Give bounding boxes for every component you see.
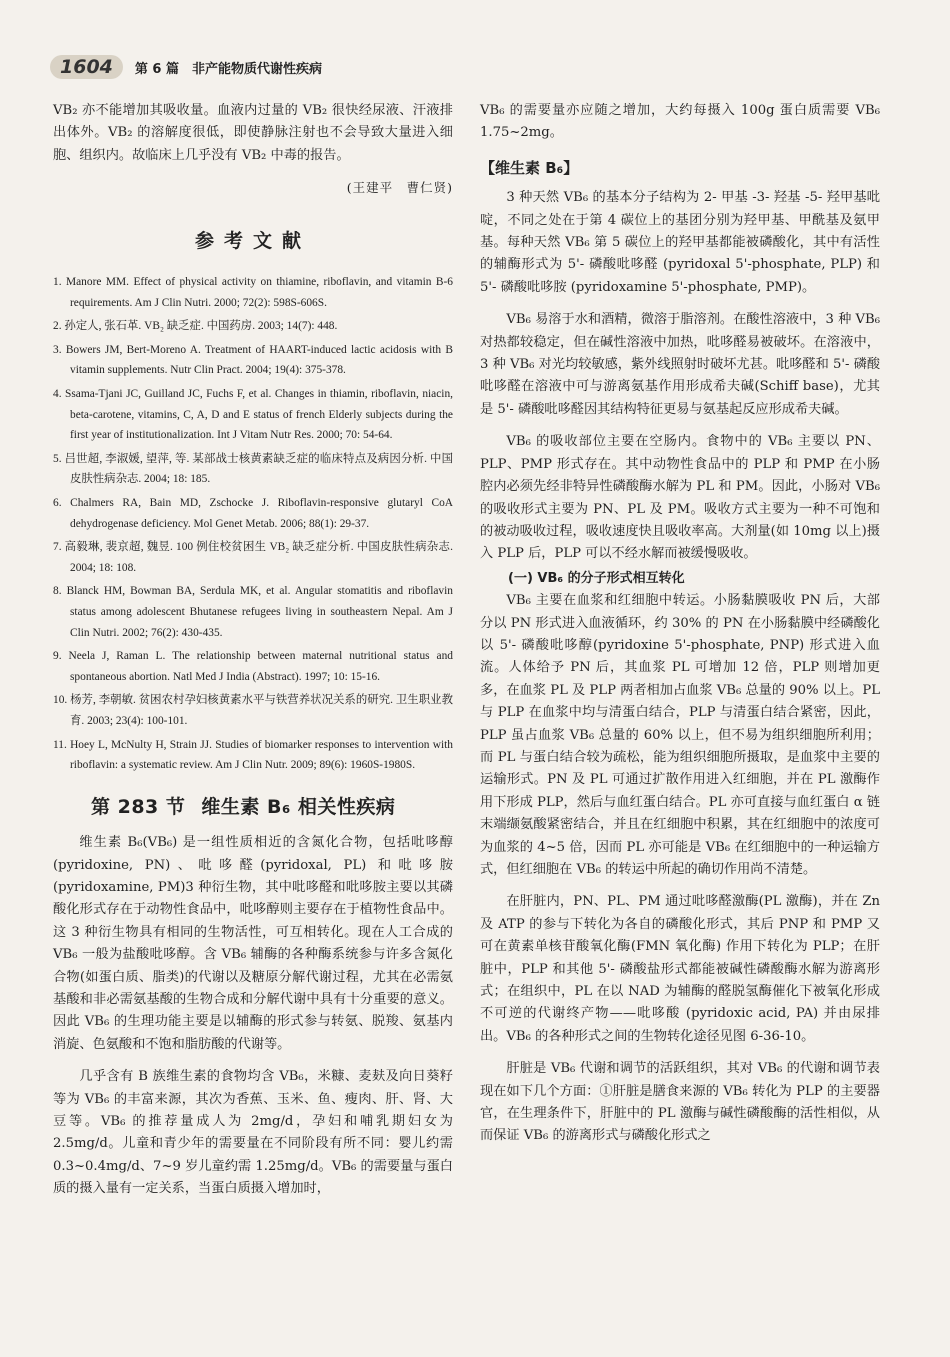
body-paragraph: VB₆ 主要在血浆和红细胞中转运。小肠黏膜吸收 PN 后，大部分以 PN 形式进入血液循环，约 30% 的 PN 在小肠黏膜中经磷酸化以 5'- 磷酸吡哆醇(pyridoxine 5'-phosphate, PNP) 形式进入血流。人体给予 PN 后，其血浆 PL 可增加 12 倍，PLP 则增加更多，在血浆 PL 及 PLP 两者相加占血浆 VB₆ 总量的 90% 以上。PL 与 PLP 在血浆中均与清蛋白结合，PLP 与清蛋白结合紧密，因此，PLP 虽占血浆 VB₆ 总量的 60% 以上，但不易为组织细胞所利用；而 PL 与蛋白结合较为疏松，能为组织细胞所摄取，是血浆中主要的运输形式。PN 及 PL 可通过扩散作用进入红细胞，并在 PL 激酶作用下形成 PLP，然后与血红蛋白结合。PL 亦可直接与血红蛋白 α 链末端缬氨酸紧密结合，并且在红细胞中积累，其在红细胞中的浓度可为血浆的 4~5 倍，因而 PL 亦可能是 VB₆ 在红细胞中的一种运输方式，但红细胞在 VB₆ 的转运中所起的确切作用尚不清楚。 [480, 593, 880, 877]
body-paragraph: 维生素 B₆(VB₆) 是一组性质相近的含氮化合物，包括吡哆醇(pyridoxine, PN)、吡哆醛(pyridoxal, PL) 和吡哆胺(pyridoxamine, PM)3 种衍生物，其中吡哆醛和吡哆胺主要以其磷酸化形式存在于动物性食品中，吡哆醇则主要存在于植物性食品中。这 3 种衍生物具有相同的生物活性，可互相转化。现在人工合成的 VB₆ 一般为盐酸吡哆醇。含 VB₆ 辅酶的各种酶系统参与许多含氮化合物(如蛋白质、脂类)的代谢以及糖原分解代谢过程，尤其在必需氨基酸和非必需氨基酸的生物合成和分解代谢中具有十分重要的意义。因此 VB₆ 的生理功能主要是以辅酶的形式参与转氨、脱羧、氨基内消旋、色氨酸和不饱和脂肪酸的代谢等。 [53, 835, 453, 1052]
vitamin-b6-heading: 【维生素 B₆】 [480, 158, 579, 177]
references-title: 参考文献 [194, 229, 311, 252]
left-column [53, 100, 453, 1201]
reference-item: 7. 高毅琳, 裴京超, 魏昱. 100 例住校贫困生 VB₂ 缺乏症分析. 中国皮肤性病杂志. 2004; 18: 108. [53, 541, 453, 574]
reference-item: 5. 吕世超, 李淑媛, 望萍, 等. 某部战士核黄素缺乏症的临床特点及病因分析. 中国皮肤性病杂志. 2004; 18: 185. [53, 452, 453, 486]
page-header [50, 52, 900, 82]
body-paragraph: 3 种天然 VB₆ 的基本分子结构为 2- 甲基 -3- 羟基 -5- 羟甲基吡啶，不同之处在于第 4 碳位上的基团分别为羟甲基、甲酰基及氨甲基。每种天然 VB₆ 第 5 碳位上的羟甲基都能被磷酸化，其中有活性的辅酶形式为 5'- 磷酸吡哆醛 (pyridoxal 5'-phosphate, PLP) 和 5'- 磷酸吡哆胺 (pyridoxamine 5'-phosphate, PMP)。 [480, 190, 880, 295]
section-number: 第 283 节 [91, 795, 186, 818]
section-title: 维生素 B₆ 相关性疾病 [201, 795, 396, 818]
right-column [480, 100, 880, 1148]
chapter-title: 第 6 篇 非产能物质代谢性疾病 [134, 61, 322, 77]
reference-item: 8. Blanck HM, Bowman BA, Serdula MK, et al. Angular stomatitis and riboflavin status among adolescent Bhutanese refugees living in southeastern Nepal. Am J Clin Nutri. 2002; 76(2): 430-435. [53, 585, 453, 639]
page-number: 1604 [50, 55, 123, 79]
reference-item: 4. Ssama-Tjani JC, Guilland JC, Fuchs F, et al. Changes in thiamin, riboflavin, niacin, beta-carotene, vitamins, C, A, D and E status of french Elderly subjects during the first year of institutionalization. Int J Vitam Nutr Res. 2000; 70: 54-64. [53, 388, 453, 442]
reference-list [53, 272, 453, 776]
body-paragraph: VB₆ 易溶于水和酒精，微溶于脂溶剂。在酸性溶液中，3 种 VB₆ 对热都较稳定，但在碱性溶液中加热，吡哆醛易被破坏。在溶液中，3 种 VB₆ 对光均较敏感，紫外线照射时破坏尤甚。吡哆醛和 5'- 磷酸吡哆醛在溶液中可与游离氨基作用形成希夫碱(Schiff base)，尤其是 5'- 磷酸吡哆醛因其结构特征更易与氨基起反应形成希夫碱。 [480, 312, 881, 417]
intro-paragraph: VB₂ 亦不能增加其吸收量。血液内过量的 VB₂ 很快经尿液、汗液排出体外。VB₂ 的溶解度很低，即使静脉注射也不会导致大量进入细胞、组织内。故临床上几乎没有 VB₂ 中毒的报告。 [53, 103, 453, 163]
reference-item: 6. Chalmers RA, Bain MD, Zschocke J. Riboflavin-responsive glutaryl CoA dehydrogenase deficiency. Mol Genet Metab. 2006; 88(1): 29-37. [53, 496, 453, 530]
reference-item: 10. 杨芳, 李朝敏. 贫困农村孕妇核黄素水平与铁营养状况关系的研究. 卫生职业教育. 2003; 23(4): 100-101. [53, 694, 453, 727]
reference-item: 9. Neela J, Raman L. The relationship between maternal nutritional status and spontaneous abortion. Natl Med J India (Abstract). 1997; 10: 15-16. [53, 650, 453, 683]
body-paragraph: 几乎含有 B 族维生素的食物均含 VB₆，米糠、麦麸及向日葵籽等为 VB₆ 的丰富来源，其次为香蕉、玉米、鱼、瘦肉、肝、肾、大豆等。VB₆ 的推荐量成人为 2mg/d，孕妇和哺乳期妇女为 2.5mg/d。儿童和青少年的需要量在不同阶段有所不同：婴儿约需 0.3~0.4mg/d、7~9 岁儿童约需 1.25mg/d。VB₆ 的需要量与蛋白质的摄入量有一定关系，当蛋白质摄入增加时， [53, 1069, 453, 1197]
subsection-heading: (一) VB₆ 的分子形式相互转化 [508, 570, 685, 586]
body-paragraph: VB₆ 的需要量亦应随之增加，大约每摄入 100g 蛋白质需要 VB₆ 1.75~2mg。 [480, 103, 880, 141]
body-paragraph: 在肝脏内，PN、PL、PM 通过吡哆醛激酶(PL 激酶)，并在 Zn 及 ATP 的参与下转化为各自的磷酸化形式，其后 PNP 和 PMP 又可在黄素单核苷酸氧化酶(FMN 氧化酶) 作用下转化为 PLP；在肝脏中，PLP 和其他 5'- 磷酸盐形式都能被碱性磷酸酶水解为游离形式；在组织中，PL 在以 NAD 为辅酶的醛脱氢酶催化下被氧化形成不可逆的代谢终产物——吡哆酸 (pyridoxic acid, PA) 并由尿排出。VB₆ 的各种形式之间的生物转化途径见图 6-36-10。 [480, 894, 880, 1044]
authors-signature: (王建平 曹仁贤) [346, 180, 453, 196]
body-paragraph: 肝脏是 VB₆ 代谢和调节的活跃组织，其对 VB₆ 的代谢和调节表现在如下几个方面：①肝脏是膳食来源的 VB₆ 转化为 PLP 的主要器官，在生理条件下，肝脏中的 PL 激酶与碱性磷酸酶的活性相似，从而保证 VB₆ 的游离形式与磷酸化形式之 [480, 1061, 880, 1144]
reference-item: 3. Bowers JM, Bert-Moreno A. Treatment of HAART-induced lactic acidosis with B vitamin supplements. Nutr Clin Pract. 2004; 19(4): 375-378. [53, 343, 453, 377]
body-paragraph: VB₆ 的吸收部位主要在空肠内。食物中的 VB₆ 主要以 PN、PLP、PMP 形式存在。其中动物性食品中的 PLP 和 PMP 在小肠腔内必须先经非特异性磷酸酶水解为 PL 和 PM。因此，小肠对 VB₆ 的吸收形式主要为 PN、PL 及 PM。吸收方式主要为一种不可饱和的被动吸收过程，吸收速度快且吸收率高。大剂量(如 10mg 以上)摄入 PLP 后，PLP 可以不经水解而被缓慢吸收。 [480, 434, 880, 562]
section-heading [91, 796, 453, 818]
reference-item: 11. Hoey L, McNulty H, Strain JJ. Studies of biomarker responses to intervention with riboflavin: a systematic review. Am J Clin Nutr. 2009; 89(6): 1960S-1980S. [53, 738, 453, 772]
reference-item: 1. Manore MM. Effect of physical activity on thiamine, riboflavin, and vitamin B-6 requirements. Am J Clin Nutri. 2000; 72(2): 598S-606S. [53, 276, 453, 309]
reference-item: 2. 孙定人, 张石革. VB₂ 缺乏症. 中国药房. 2003; 14(7): 448. [53, 320, 338, 333]
